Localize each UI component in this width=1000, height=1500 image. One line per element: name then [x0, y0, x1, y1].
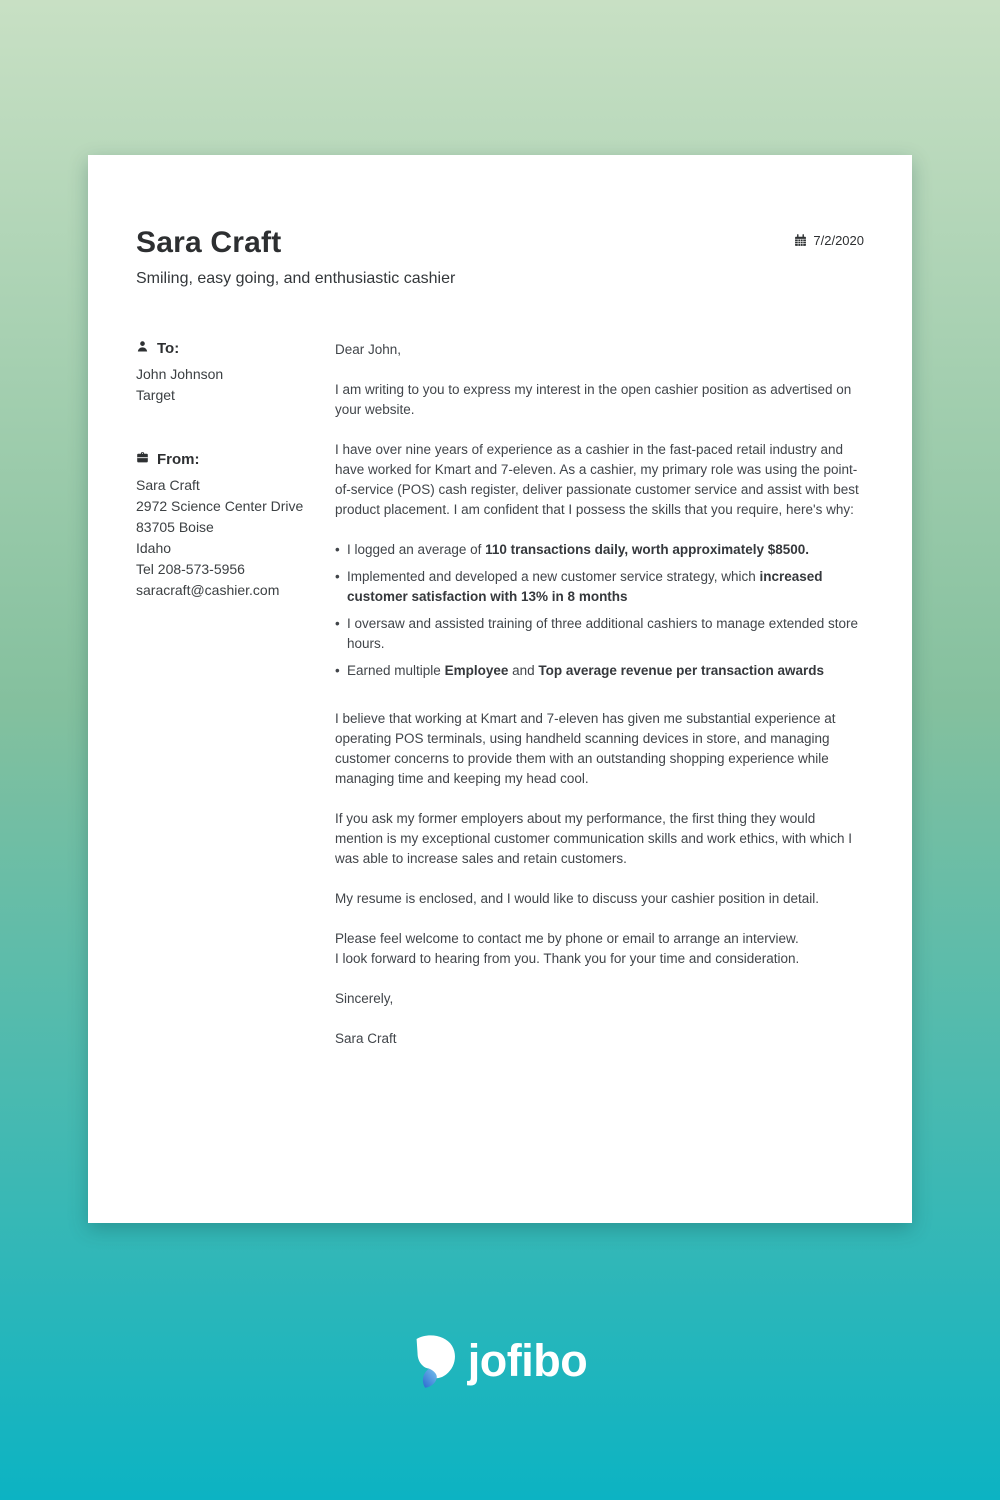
page-subtitle: Smiling, easy going, and enthusiastic cashier	[136, 270, 456, 287]
bold-text: Employee	[444, 663, 509, 678]
address-line: saracraft@cashier.com	[136, 582, 280, 598]
jofibo-logo-mark-icon	[413, 1334, 457, 1393]
letter-paragraph	[335, 380, 864, 420]
date-row	[794, 233, 864, 248]
letter-paragraph	[335, 929, 864, 969]
letter-sidebar	[136, 340, 335, 601]
letter-paragraph	[335, 989, 864, 1009]
letter-paragraph	[335, 709, 864, 789]
text: I oversaw and assisted training of three additional cashiers to manage extended store hours.	[347, 616, 859, 651]
text: I believe that working at Kmart and 7-eleven has given me substantial experience at operating POS terminals, using handheld scanning devices in store, and managing customer concerns to provide them with an outstanding shopping experience while managing time and keeping my head cool.	[335, 711, 836, 786]
address-line: John Johnson	[136, 366, 224, 382]
recipient-label: To:	[157, 340, 180, 357]
title-block	[136, 225, 455, 288]
recipient-block	[136, 340, 313, 406]
letter-columns	[136, 340, 864, 1069]
text: Implemented and developed a new customer service strategy, which	[347, 569, 760, 584]
text: I am writing to you to express my interest in the open cashier position as advertised on your website.	[335, 382, 852, 417]
letter-paragraph	[335, 440, 864, 520]
briefcase-icon	[136, 451, 149, 468]
sender-lines	[136, 475, 313, 601]
bullet-dot: •	[335, 569, 340, 584]
letter-paragraph	[335, 809, 864, 869]
bullet-dot: •	[335, 542, 340, 557]
bullet-text	[347, 614, 864, 654]
address-line: 2972 Science Center Drive	[136, 498, 304, 514]
letter-body	[335, 340, 864, 1069]
text: I logged an average of	[347, 542, 486, 557]
letter-bullet	[335, 661, 864, 681]
letter-bullet	[335, 614, 864, 654]
text: I have over nine years of experience as a cashier in the fast-paced retail industry and have worked for Kmart and 7-eleven. As a cashier, my primary role was using the point-of-service (POS) cash register, deliver passionate customer service and assist with best product placement. I am confident that I possess the skills that you require, here's why:	[335, 442, 859, 517]
text: Sara Craft	[335, 1031, 397, 1046]
text: Earned multiple	[347, 663, 445, 678]
text: My resume is enclosed, and I would like to discuss your cashier position in detail.	[335, 891, 819, 906]
bullet-text	[347, 540, 864, 560]
jofibo-logo[interactable]	[413, 1334, 587, 1393]
bold-text: 110 transactions daily, worth approximately $8500.	[485, 542, 809, 557]
letter-paragraph	[335, 340, 864, 360]
date-value: 7/2/2020	[813, 233, 864, 248]
bullet-dot: •	[335, 616, 340, 631]
bullet-dot: •	[335, 663, 340, 678]
text: Sincerely,	[335, 991, 394, 1006]
sender-label: From:	[157, 451, 200, 468]
letter-header	[136, 225, 864, 288]
address-line: Tel 208-573-5956	[136, 561, 245, 577]
letter-bullet	[335, 567, 864, 607]
address-line: Sara Craft	[136, 477, 200, 493]
letter-bullet-list	[335, 540, 864, 681]
address-line: Target	[136, 387, 175, 403]
bold-text: increased customer satisfaction with 13% in 8 months	[347, 569, 823, 604]
text: Please feel welcome to contact me by phone or email to arrange an interview.	[335, 931, 799, 946]
address-line: Idaho	[136, 540, 172, 556]
letter-bullet	[335, 540, 864, 560]
letter-paragraph	[335, 1029, 864, 1049]
text: and	[508, 663, 539, 678]
jofibo-logo-text: jofibo	[467, 1335, 588, 1386]
bold-text: Top average revenue per transaction awards	[538, 663, 824, 678]
sender-heading	[136, 451, 313, 468]
page-title: Sara Craft	[136, 226, 282, 259]
bullet-text	[347, 661, 864, 681]
sender-block	[136, 451, 313, 601]
calendar-icon	[794, 234, 807, 247]
text: If you ask my former employers about my performance, the first thing they would mention is my exceptional customer communication skills and work ethics, with which I was able to increase sales and retain customers.	[335, 811, 852, 866]
text: I look forward to hearing from you. Thank you for your time and consideration.	[335, 951, 800, 966]
bullet-text	[347, 567, 864, 607]
person-icon	[136, 340, 149, 357]
address-line: 83705 Boise	[136, 519, 214, 535]
recipient-lines	[136, 364, 313, 406]
recipient-heading	[136, 340, 313, 357]
text: Dear John,	[335, 342, 402, 357]
letter-paragraph	[335, 889, 864, 909]
cover-letter-page	[88, 155, 912, 1223]
